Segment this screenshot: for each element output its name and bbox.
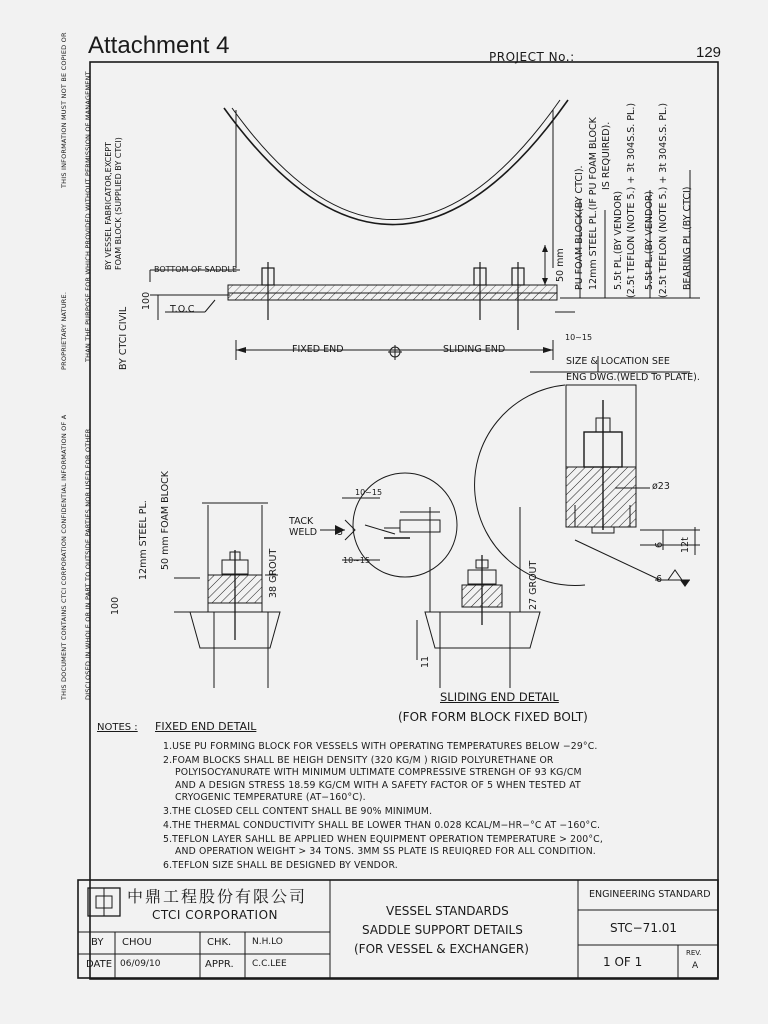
by-value: CHOU [122, 937, 152, 948]
layer-label: (2.5t TEFLON (NOTE 5.) + 3t 304S.S. PL.) [658, 102, 669, 298]
steel-plate-label: 12mm STEEL PL. [138, 500, 149, 580]
dim-6-label: 6 [654, 541, 665, 548]
layer-label: (2.5t TEFLON (NOTE 5.) + 3t 304S.S. PL.) [626, 102, 637, 298]
layer-label: BEARING PL.(BY CTCI) [682, 186, 693, 290]
margin-note: THAN THE PURPOSE FOR WHICH PROVIDED WITHOUT PERMISSION OF MANAGEMENT [84, 71, 92, 362]
drawing-title: SADDLE SUPPORT DETAILS [362, 923, 523, 937]
margin-note: THIS INFORMATION MUST NOT BE COPIED OR [60, 32, 68, 188]
dim-10-15-lower: 10~15 [343, 556, 371, 565]
date-value: 06/09/10 [120, 959, 161, 969]
company-name-chinese: 中鼎工程股份有限公司 [127, 887, 308, 906]
rev-label: REV. [686, 949, 702, 957]
note-line: AND OPERATION WEIGHT > 34 TONS. 3MM SS PLATE IS REUIQRED FOR ALL CONDITION. [175, 846, 596, 857]
dim-100-main: 100 [141, 291, 152, 310]
drawing-title: VESSEL STANDARDS [386, 904, 509, 918]
dim-12t-label: 12t [680, 537, 691, 553]
sliding-end-label: SLIDING END [443, 344, 506, 355]
sliding-end-detail-subtitle: (FOR FORM BLOCK FIXED BOLT) [398, 710, 588, 724]
foam-block-label: 50 mm FOAM BLOCK [160, 471, 171, 570]
dim-10-15-upper: 10~15 [355, 488, 383, 497]
by-ctci-civil-label: BY CTCI CIVIL [118, 306, 129, 370]
layer-label: 5.5t PL.(BY VENDOR) [613, 190, 624, 290]
by-label: BY [91, 937, 104, 948]
vessel-fabricator-note: FOAM BLOCK (SUPPLIED BY CTCI) [114, 137, 123, 270]
note-line: POLYISOCYANURATE WITH MINIMUM ULTIMATE COMPRESSIVE STRENGH OF 93 KG/CM [175, 767, 582, 778]
appr-value: C.C.LEE [252, 959, 287, 969]
layer-label: PU FOAM BLOCK(BY CTCI). [574, 165, 585, 290]
note-line: 4.THE THERMAL CONDUCTIVITY SHALL BE LOWER THAN 0.028 KCAL/M−HR−°C AT −160°C. [163, 820, 601, 831]
dim-11-label: 11 [420, 655, 431, 668]
sheet-title: Attachment 4 [88, 32, 230, 59]
weld-6-label: 6 [656, 574, 663, 585]
layer-label: 12mm STEEL PL.(IF PU FOAM BLOCK [588, 117, 599, 290]
note-line: 2.FOAM BLOCKS SHALL BE HEIGH DENSITY (320 KG/M ) RIGID POLYURETHANE OR [163, 755, 554, 766]
vessel-fabricator-note: BY VESSEL FABRICATOR,EXCEPT [104, 142, 113, 270]
note-line: AND A DESIGN STRESS 18.59 KG/CM WITH A SAFETY FACTOR OF 5 WHEN TESTED AT [175, 780, 581, 791]
toc-label: T.O.C [170, 304, 195, 315]
drawing-title: (FOR VESSEL & EXCHANGER) [354, 942, 529, 956]
note-line: CRYOGENIC TEMPERATURE (AT−160°C). [175, 792, 366, 803]
weld-size-label: 3 [337, 527, 344, 538]
rev-value: A [692, 961, 699, 971]
document-number: STC−71.01 [610, 921, 678, 935]
page-number: 129 [696, 44, 722, 61]
note-line: 5.TEFLON LAYER SAHLL BE APPLIED WHEN EQUIPMENT OPERATION TEMPERATURE > 200°C, [163, 834, 603, 845]
notes-heading: NOTES : [97, 722, 138, 733]
appr-label: APPR. [205, 959, 234, 970]
chk-value: N.H.LO [252, 937, 283, 947]
size-location-note: ENG DWG.(WELD To PLATE). [566, 372, 700, 383]
dim-10-15-main: 10~15 [565, 333, 593, 342]
layer-label: 5.5t PL.(BY VENDOR) [644, 190, 655, 290]
sliding-end-detail-title: SLIDING END DETAIL [440, 690, 559, 704]
tack-weld-label: WELD [289, 527, 318, 538]
note-line: 3.THE CLOSED CELL CONTENT SHALL BE 90% MINIMUM. [163, 806, 433, 817]
fixed-end-label: FIXED END [292, 344, 344, 355]
tack-weld-label: TACK [289, 516, 314, 527]
fixed-end-detail-title: FIXED END DETAIL [155, 720, 257, 733]
bottom-of-saddle-label: BOTTOM OF SADDLE [154, 265, 237, 274]
company-name: CTCI CORPORATION [152, 908, 279, 922]
dim-50mm: 50 mm [555, 248, 566, 282]
note-line: 6.TEFLON SIZE SHALL BE DESIGNED BY VENDOR. [163, 860, 398, 871]
chk-label: CHK. [207, 937, 232, 948]
layer-label: IS REQUIRED). [601, 121, 612, 190]
grout-27-label: 27 GROUT [528, 560, 539, 610]
project-number-label: PROJECT No.: [489, 50, 575, 64]
size-location-note: SIZE & LOCATION SEE [566, 356, 670, 367]
date-label: DATE [86, 959, 113, 970]
engineering-standard-label: ENGINEERING STANDARD [589, 889, 711, 900]
grout-38-label: 38 GROUT [268, 548, 279, 598]
note-line: 1.USE PU FORMING BLOCK FOR VESSELS WITH OPERATING TEMPERATURES BELOW −29°C. [163, 741, 598, 752]
sheet-count: 1 OF 1 [603, 955, 643, 969]
margin-note: THIS DOCUMENT CONTAINS CTCI CORPORATION CONFIDENTIAL INFORMATION OF A [60, 414, 68, 700]
dia-23-label: ø23 [652, 481, 670, 492]
dim-100-fixed: 100 [110, 596, 121, 615]
margin-note: DISCLOSED IN WHOLE OR IN PART TO OUTSIDE PARTIES NOR USED FOR OTHER [84, 428, 92, 700]
margin-note: PROPRIETARY NATURE. [60, 291, 68, 370]
